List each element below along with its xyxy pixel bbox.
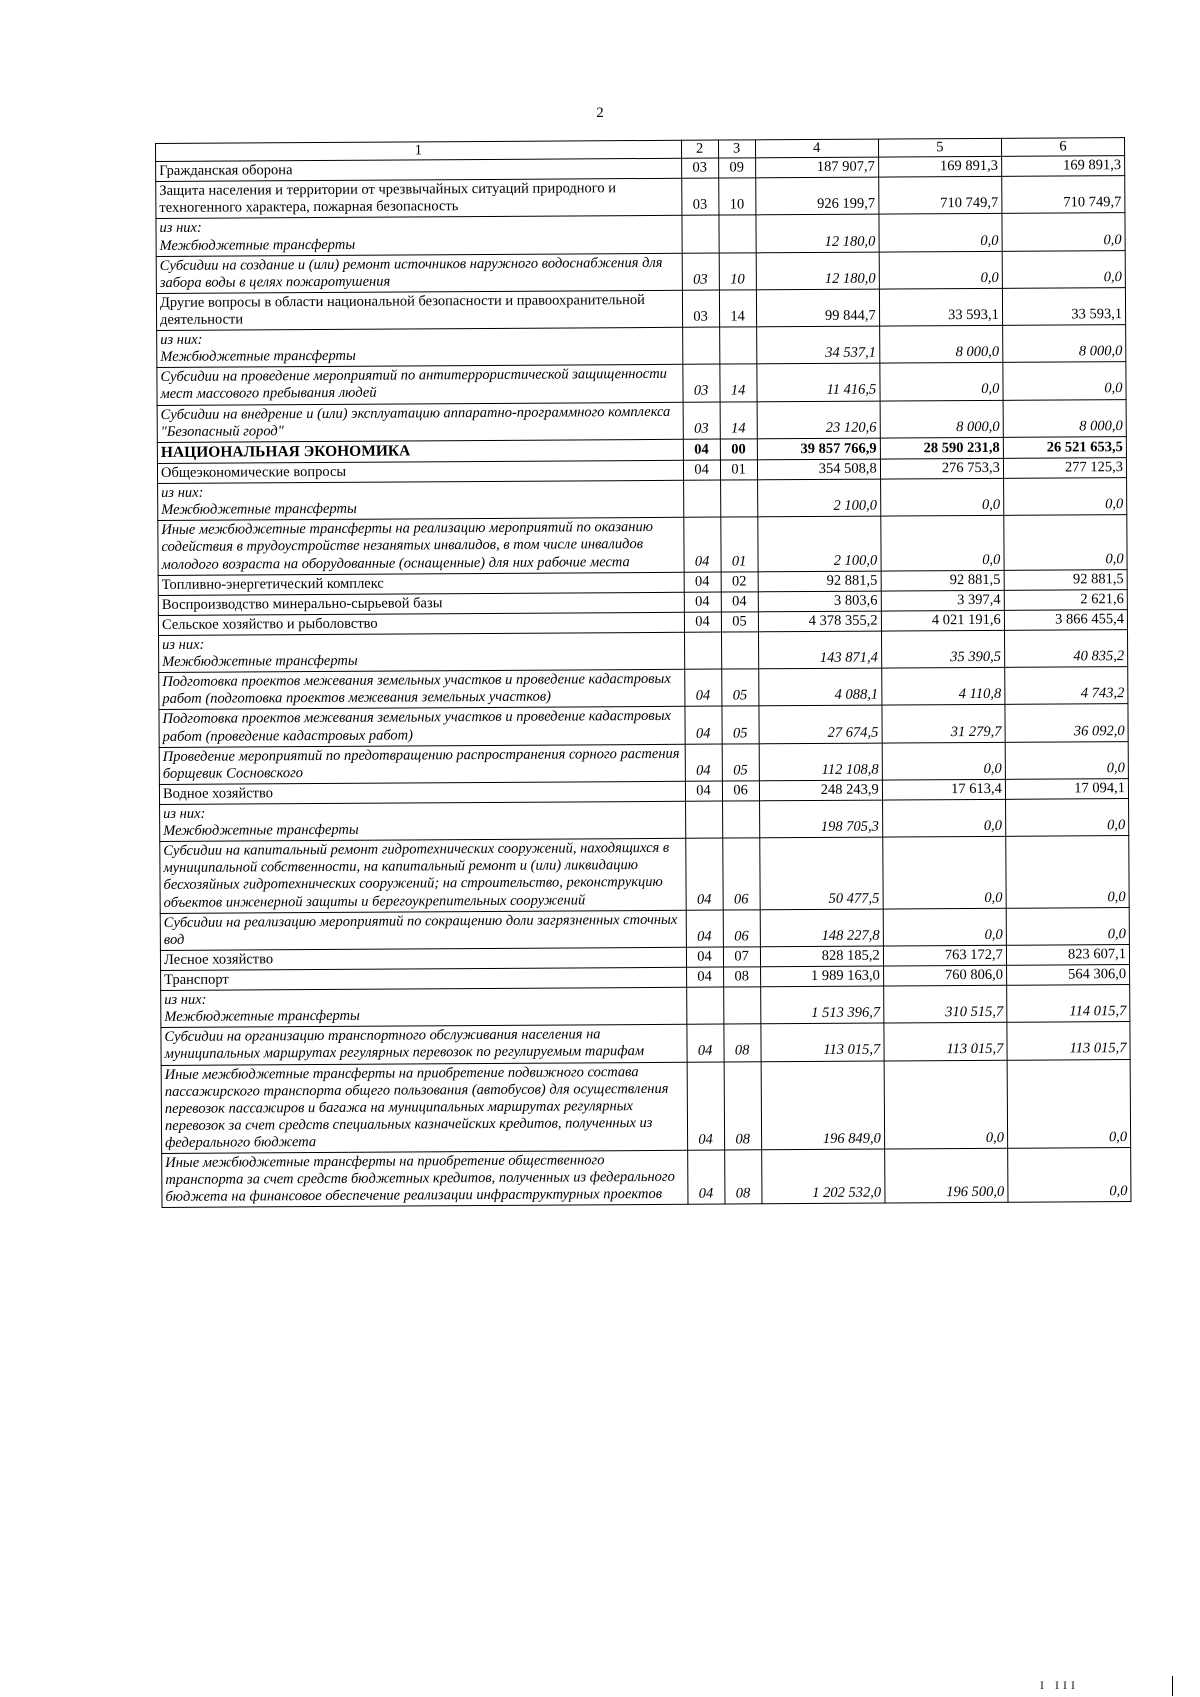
row-subsection-code: 08 (724, 1061, 762, 1150)
row-name: Субсидии на капитальный ремонт гидротехнических сооружений, находящихся в муниципальной собственности, на капитальный ремонт и (или) ликвидацию бесхозяйных гидротехнических сооружений; на строительство, реконструкцию объектов инженерной защиты и берегоукрепительных сооружений (160, 838, 686, 913)
row-subsection-code: 05 (721, 669, 758, 706)
row-subsection-code: 08 (723, 967, 760, 987)
row-name: Сельское хозяйство и рыболовство (158, 612, 684, 635)
row-value-col4: 39 857 766,9 (757, 438, 880, 460)
row-value-col5: 28 590 231,8 (880, 437, 1003, 459)
row-subsection-code: 00 (720, 439, 757, 461)
row-name: Субсидии на организацию транспортного обслуживания населения на муниципальных маршрутах регулярных перевозок по регулируемым тарифам (161, 1025, 687, 1065)
row-subsection-code: 14 (720, 401, 757, 438)
table-row (158, 478, 1127, 521)
row-value-col5: 0,0 (882, 837, 1006, 909)
row-name: Общеэкономические вопросы (157, 460, 683, 483)
row-value-col6: 92 881,5 (1004, 569, 1127, 590)
row-value-col4: 198 705,3 (759, 800, 882, 838)
row-section-code: 04 (684, 669, 721, 706)
row-section-code: 04 (683, 517, 720, 572)
row-section-code: 03 (682, 364, 719, 401)
row-value-col6: 33 593,1 (1002, 287, 1125, 325)
row-section-code (681, 215, 718, 252)
row-value-col5: 0,0 (880, 363, 1003, 401)
header-col-5: 5 (878, 138, 1001, 157)
row-value-col4: 113 015,7 (760, 1023, 883, 1061)
table-row (160, 907, 1129, 950)
row-name: Иные межбюджетные трансферты на приобретение общественного транспорта за счет средств бюджетных кредитов, полученных из федерального бюджета на финансовое обеспечение реализации инфраструктурных проектов (162, 1150, 688, 1208)
row-name: Защита населения и территории от чрезвычайных ситуаций природного и техногенного характера, пожарная безопасность (156, 179, 682, 219)
table-row (156, 287, 1125, 330)
row-value-col5: 17 613,4 (882, 779, 1005, 800)
row-subsection-code: 01 (720, 517, 757, 572)
row-value-col6: 0,0 (1008, 1148, 1131, 1203)
row-section-code (685, 801, 722, 838)
row-subsection-code: 14 (719, 290, 756, 327)
row-name: Субсидии на внедрение и (или) эксплуатацию аппаратно-программного комплекса "Безопасный город" (157, 402, 683, 442)
table-row (160, 836, 1129, 913)
row-value-col6: 17 094,1 (1005, 778, 1128, 799)
row-section-code (686, 987, 723, 1024)
row-value-col6: 3 866 455,4 (1004, 609, 1127, 630)
row-value-col5: 35 390,5 (881, 630, 1004, 668)
row-value-col4: 34 537,1 (756, 326, 879, 364)
row-section-code (683, 480, 720, 517)
row-subsection-code (719, 327, 756, 364)
row-section-code: 04 (685, 781, 722, 801)
row-value-col6: 0,0 (1006, 907, 1129, 945)
row-subsection-code: 06 (722, 838, 759, 910)
row-value-col5: 0,0 (879, 251, 1002, 289)
row-section-code: 03 (682, 253, 719, 290)
table-row (159, 704, 1128, 747)
row-name: из них: Межбюджетные трансферты (156, 216, 682, 256)
table-row (161, 1022, 1130, 1065)
table-row (159, 741, 1128, 784)
row-value-col4: 2 100,0 (757, 516, 880, 571)
row-subsection-code: 10 (719, 252, 756, 289)
row-name: Иные межбюджетные трансферты на приобретение подвижного состава пассажирского транспорта общего пользования (автобусов) для осуществления перевозок пассажиров и багажа на муниципальных маршрутах регулярных перевозок за счет средств специальных казначейских кредитов, полученных из федерального бюджета (161, 1062, 687, 1154)
row-value-col6: 0,0 (1007, 1059, 1131, 1148)
row-section-code: 04 (686, 947, 723, 967)
row-subsection-code (721, 632, 758, 669)
row-name: Подготовка проектов межевания земельных участков и проведение кадастровых работ (проведение кадастровых работ) (159, 707, 685, 747)
row-subsection-code: 10 (718, 178, 755, 215)
row-value-col4: 354 508,8 (757, 459, 880, 480)
row-name: Субсидии на создание и (или) ремонт источников наружного водоснабжения для забора воды в целях пожаротушения (156, 253, 682, 293)
row-name: Водное хозяйство (159, 781, 685, 804)
table-row (158, 515, 1127, 575)
header-col-4: 4 (755, 139, 878, 158)
row-value-col6: 114 015,7 (1007, 985, 1130, 1023)
row-name: из них: Межбюджетные трансферты (159, 632, 685, 672)
row-subsection-code: 01 (720, 460, 757, 480)
row-name: из них: Межбюджетные трансферты (158, 480, 684, 520)
row-value-col6: 169 891,3 (1001, 156, 1124, 177)
row-value-col6: 36 092,0 (1005, 704, 1128, 742)
row-name: НАЦИОНАЛЬНАЯ ЭКОНОМИКА (157, 439, 683, 463)
row-value-col4: 4 088,1 (758, 668, 881, 706)
row-value-col4: 828 185,2 (760, 946, 883, 967)
row-value-col5: 169 891,3 (878, 156, 1001, 177)
row-value-col5: 0,0 (882, 799, 1005, 837)
row-section-code: 04 (686, 967, 723, 987)
row-name: Лесное хозяйство (160, 947, 686, 970)
row-value-col4: 12 180,0 (756, 215, 879, 253)
row-value-col6: 26 521 653,5 (1003, 436, 1126, 458)
row-name: из них: Межбюджетные трансферты (161, 987, 687, 1027)
table-row (161, 985, 1130, 1028)
row-value-col6: 564 306,0 (1006, 965, 1129, 986)
row-section-code: 03 (683, 402, 720, 439)
row-value-col5: 3 397,4 (881, 590, 1004, 611)
row-subsection-code: 05 (722, 743, 759, 780)
row-value-col5: 0,0 (880, 478, 1003, 516)
row-name: из них: Межбюджетные трансферты (157, 327, 683, 367)
row-value-col4: 196 849,0 (761, 1061, 885, 1150)
row-name: Гражданская оборона (156, 158, 682, 181)
row-value-col4: 1 202 532,0 (761, 1149, 884, 1204)
row-value-col6: 823 607,1 (1006, 944, 1129, 965)
row-subsection-code (719, 215, 756, 252)
table-row (159, 630, 1128, 673)
row-name: Субсидии на реализацию мероприятий по сокращению доли загрязненных сточных вод (160, 910, 686, 950)
row-subsection-code: 08 (723, 1024, 760, 1061)
row-value-col6: 0,0 (1003, 478, 1126, 516)
row-section-code: 04 (684, 707, 721, 744)
row-value-col6: 0,0 (1006, 836, 1130, 908)
row-section-code: 04 (686, 1024, 723, 1061)
row-value-col6: 8 000,0 (1002, 325, 1125, 363)
row-name: из них: Межбюджетные трансферты (160, 801, 686, 841)
row-value-col4: 11 416,5 (756, 363, 879, 401)
row-value-col6: 2 621,6 (1004, 589, 1127, 610)
table-row (159, 667, 1128, 710)
row-value-col6: 710 749,7 (1002, 176, 1125, 214)
row-name: Транспорт (161, 967, 687, 990)
row-section-code: 03 (681, 158, 718, 178)
row-value-col4: 99 844,7 (756, 289, 879, 327)
row-value-col4: 143 871,4 (758, 631, 881, 669)
table-body (156, 156, 1131, 1208)
budget-table (155, 137, 1131, 1208)
table-row (162, 1148, 1131, 1208)
row-value-col5: 763 172,7 (883, 945, 1006, 966)
row-value-col4: 1 989 163,0 (760, 966, 883, 987)
row-section-code: 04 (684, 572, 721, 592)
row-value-col6: 0,0 (1002, 213, 1125, 251)
table-row (157, 362, 1126, 405)
scan-marks: Ι ΙΙΙ (1040, 1678, 1079, 1692)
row-value-col4: 50 477,5 (759, 837, 883, 909)
row-subsection-code: 07 (723, 947, 760, 967)
row-value-col6: 277 125,3 (1003, 458, 1126, 479)
row-subsection-code: 09 (718, 158, 755, 178)
row-value-col5: 0,0 (879, 214, 1002, 252)
row-value-col6: 0,0 (1005, 741, 1128, 779)
row-value-col5: 0,0 (882, 742, 1005, 780)
row-value-col5: 310 515,7 (883, 985, 1006, 1023)
row-subsection-code (722, 801, 759, 838)
row-value-col4: 248 243,9 (759, 780, 882, 801)
table-row (157, 325, 1126, 368)
header-col-2: 2 (681, 140, 718, 158)
row-subsection-code: 04 (721, 592, 758, 612)
page-number: 2 (596, 105, 604, 121)
table-row (161, 1059, 1131, 1153)
table-row (156, 250, 1125, 293)
table-row (160, 799, 1129, 842)
row-name: Иные межбюджетные трансферты на реализацию мероприятий по оказанию содействия в трудоустройстве незанятых инвалидов, в том числе инвалидов молодого возраста на оборудованные (оснащенные) для них рабочие места (158, 518, 684, 576)
row-value-col5: 33 593,1 (879, 288, 1002, 326)
row-value-col4: 12 180,0 (756, 252, 879, 290)
row-value-col5: 710 749,7 (878, 177, 1001, 215)
row-value-col6: 8 000,0 (1003, 399, 1126, 437)
row-section-code (682, 327, 719, 364)
row-subsection-code: 06 (723, 909, 760, 946)
row-section-code (684, 632, 721, 669)
row-section-code: 04 (683, 460, 720, 480)
row-section-code: 04 (685, 838, 722, 910)
row-name: Субсидии на проведение мероприятий по антитеррористической защищенности мест массового пребывания людей (157, 365, 683, 405)
row-subsection-code: 08 (724, 1150, 761, 1205)
row-value-col6: 113 015,7 (1007, 1022, 1130, 1060)
row-value-col6: 40 835,2 (1004, 630, 1127, 668)
row-section-code: 04 (686, 910, 723, 947)
row-subsection-code: 06 (722, 781, 759, 801)
row-value-col6: 4 743,2 (1005, 667, 1128, 705)
row-subsection-code (723, 987, 760, 1024)
row-name: Проведение мероприятий по предотвращению распространения сорного растения борщевик Сосновского (159, 744, 685, 784)
row-value-col6: 0,0 (1004, 515, 1127, 570)
row-value-col4: 23 120,6 (757, 401, 880, 439)
row-value-col6: 0,0 (1005, 799, 1128, 837)
row-value-col5: 276 753,3 (880, 458, 1003, 479)
row-name: Подготовка проектов межевания земельных участков и проведение кадастровых работ (подготовка проектов межевания земельных участков) (159, 670, 685, 710)
row-name: Воспроизводство минерально-сырьевой базы (158, 592, 684, 615)
row-value-col5: 0,0 (881, 516, 1004, 571)
row-value-col6: 0,0 (1003, 362, 1126, 400)
row-value-col4: 4 378 355,2 (758, 611, 881, 632)
row-section-code: 04 (687, 1150, 724, 1205)
row-subsection-code: 05 (722, 706, 759, 743)
row-value-col4: 187 907,7 (755, 157, 878, 178)
row-value-col4: 92 881,5 (758, 571, 881, 592)
row-value-col5: 760 806,0 (883, 965, 1006, 986)
row-value-col5: 196 500,0 (884, 1148, 1007, 1203)
row-section-code: 04 (684, 592, 721, 612)
row-value-col4: 27 674,5 (759, 706, 882, 744)
table-row (156, 213, 1125, 256)
row-value-col5: 0,0 (883, 908, 1006, 946)
row-value-col5: 0,0 (884, 1060, 1008, 1149)
row-value-col4: 148 227,8 (760, 909, 883, 947)
header-col-1: 1 (156, 140, 682, 161)
row-value-col5: 92 881,5 (881, 570, 1004, 591)
row-value-col5: 4 110,8 (881, 668, 1004, 706)
row-subsection-code: 05 (721, 612, 758, 632)
row-section-code: 04 (687, 1062, 725, 1151)
row-name: Топливно-энергетический комплекс (158, 572, 684, 595)
header-col-6: 6 (1001, 138, 1124, 157)
row-value-col4: 2 100,0 (757, 479, 880, 517)
table-row (156, 176, 1125, 219)
scan-tick (1172, 1676, 1173, 1696)
row-value-col5: 8 000,0 (880, 400, 1003, 438)
row-section-code: 03 (682, 290, 719, 327)
row-value-col4: 1 513 396,7 (760, 986, 883, 1024)
row-section-code: 04 (684, 612, 721, 632)
row-section-code: 04 (683, 439, 720, 461)
row-value-col4: 926 199,7 (755, 177, 878, 215)
row-value-col4: 112 108,8 (759, 743, 882, 781)
row-value-col5: 4 021 191,6 (881, 610, 1004, 631)
row-value-col6: 0,0 (1002, 250, 1125, 288)
row-value-col5: 113 015,7 (884, 1023, 1007, 1061)
row-subsection-code: 02 (721, 572, 758, 592)
table-row (157, 399, 1126, 442)
row-value-col5: 31 279,7 (882, 705, 1005, 743)
row-value-col5: 8 000,0 (879, 325, 1002, 363)
row-value-col4: 3 803,6 (758, 591, 881, 612)
header-col-3: 3 (718, 140, 755, 158)
row-section-code: 04 (685, 744, 722, 781)
row-section-code: 03 (681, 178, 718, 215)
row-subsection-code (720, 480, 757, 517)
row-subsection-code: 14 (719, 364, 756, 401)
row-name: Другие вопросы в области национальной безопасности и правоохранительной деятельности (156, 290, 682, 330)
